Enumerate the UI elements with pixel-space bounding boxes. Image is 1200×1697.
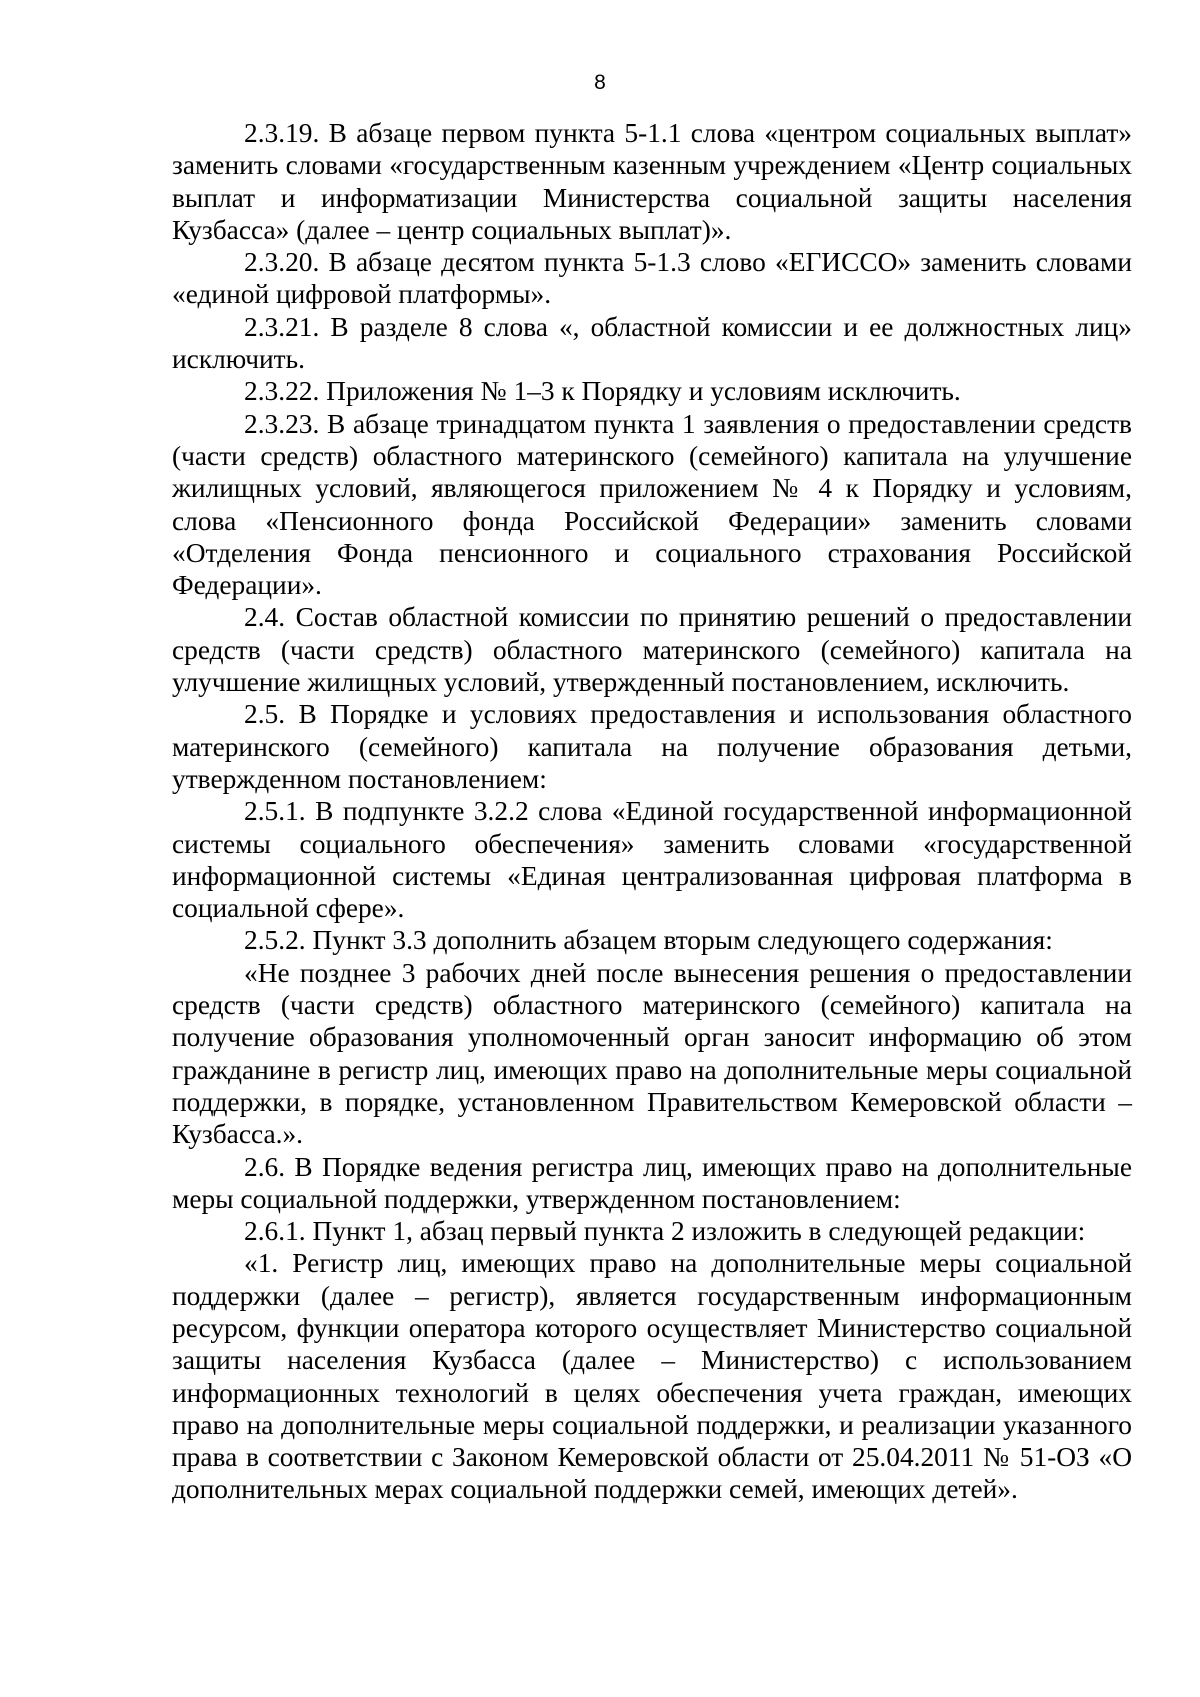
paragraph-2-6: 2.6. В Порядке ведения регистра лиц, имеющих право на дополнительные меры социальной поддержки, утвержденном постановлением: — [172, 1151, 1132, 1214]
document-body — [172, 117, 1132, 1506]
paragraph-2-3-20: 2.3.20. В абзаце десятом пункта 5-1.3 слово «ЕГИССО» заменить словами «единой цифровой платформы». — [172, 247, 1132, 310]
page-number: 8 — [594, 71, 606, 94]
paragraph-2-3-19: 2.3.19. В абзаце первом пункта 5-1.1 слова «центром социальных выплат» заменить словами «государственным казенным учреждением «Центр социальных выплат и информатизации Министерства социальной защиты населения Кузбасса» (далее – центр социальных выплат)». — [172, 118, 1132, 245]
paragraph-2-6-1: 2.6.1. Пункт 1, абзац первый пункта 2 изложить в следующей редакции: — [244, 1216, 1086, 1247]
paragraph-2-3-21: 2.3.21. В разделе 8 слова «, областной комиссии и ее должностных лиц» исключить. — [172, 311, 1132, 375]
paragraph-2-3-23: 2.3.23. В абзаце тринадцатом пункта 1 заявления о предоставлении средств (части средств) областного материнского (семейного) капитала на улучшение жилищных условий, являющегося приложением № 4 к Порядку и условиям, слова «Пенсионного фонда Российской Федерации» заменить словами «Отделения Фонда пенсионного и социального страхования Российской Федерации». — [172, 408, 1132, 601]
paragraph-2-4: 2.4. Состав областной комиссии по принятию решений о предоставлении средств (части средств) областного материнского (семейного) капитала на улучшение жилищных условий, утвержденный постановлением, исключить. — [172, 602, 1132, 698]
paragraph-2-5-2: 2.5.2. Пункт 3.3 дополнить абзацем вторым следующего содержания: — [244, 925, 1053, 956]
paragraph-quote-not-later: «Не позднее 3 рабочих дней после вынесения решения о предоставлении средств (части средств) областного материнского (семейного) капитала на получение образования уполномоченный орган заносит информацию об этом гражданине в регистр лиц, имеющих право на дополнительные меры социальной поддержки, в порядке, установленном Правительством Кемеровской области – Кузбасса.». — [172, 957, 1132, 1150]
paragraph-2-5-1: 2.5.1. В подпункте 3.2.2 слова «Единой государственной информационной системы социального обеспечения» заменить словами «государственной информационной системы «Единая централизованная цифровая платформа в социальной сфере». — [172, 796, 1132, 924]
paragraph-2-3-22: 2.3.22. Приложения № 1–3 к Порядку и условиям исключить. — [244, 376, 961, 407]
paragraph-2-5: 2.5. В Порядке и условиях предоставления и использования областного материнского (семейного) капитала на получение образования детьми, утвержденном постановлением: — [172, 699, 1132, 794]
paragraph-quote-register: «1. Регистр лиц, имеющих право на дополнительные меры социальной поддержки (далее – регистр), является государственным информационным ресурсом, функции оператора которого осуществляет Министерство социальной защиты населения Кузбасса (далее – Министерство) с использованием информационных технологий в целях обеспечения учета граждан, имеющих право на дополнительные меры социальной поддержки, и реализации указанного права в соответствии с Законом Кемеровской области от 25.04.2011 № 51-ОЗ «О дополнительных мерах социальной поддержки семей, имеющих детей». — [172, 1248, 1132, 1505]
